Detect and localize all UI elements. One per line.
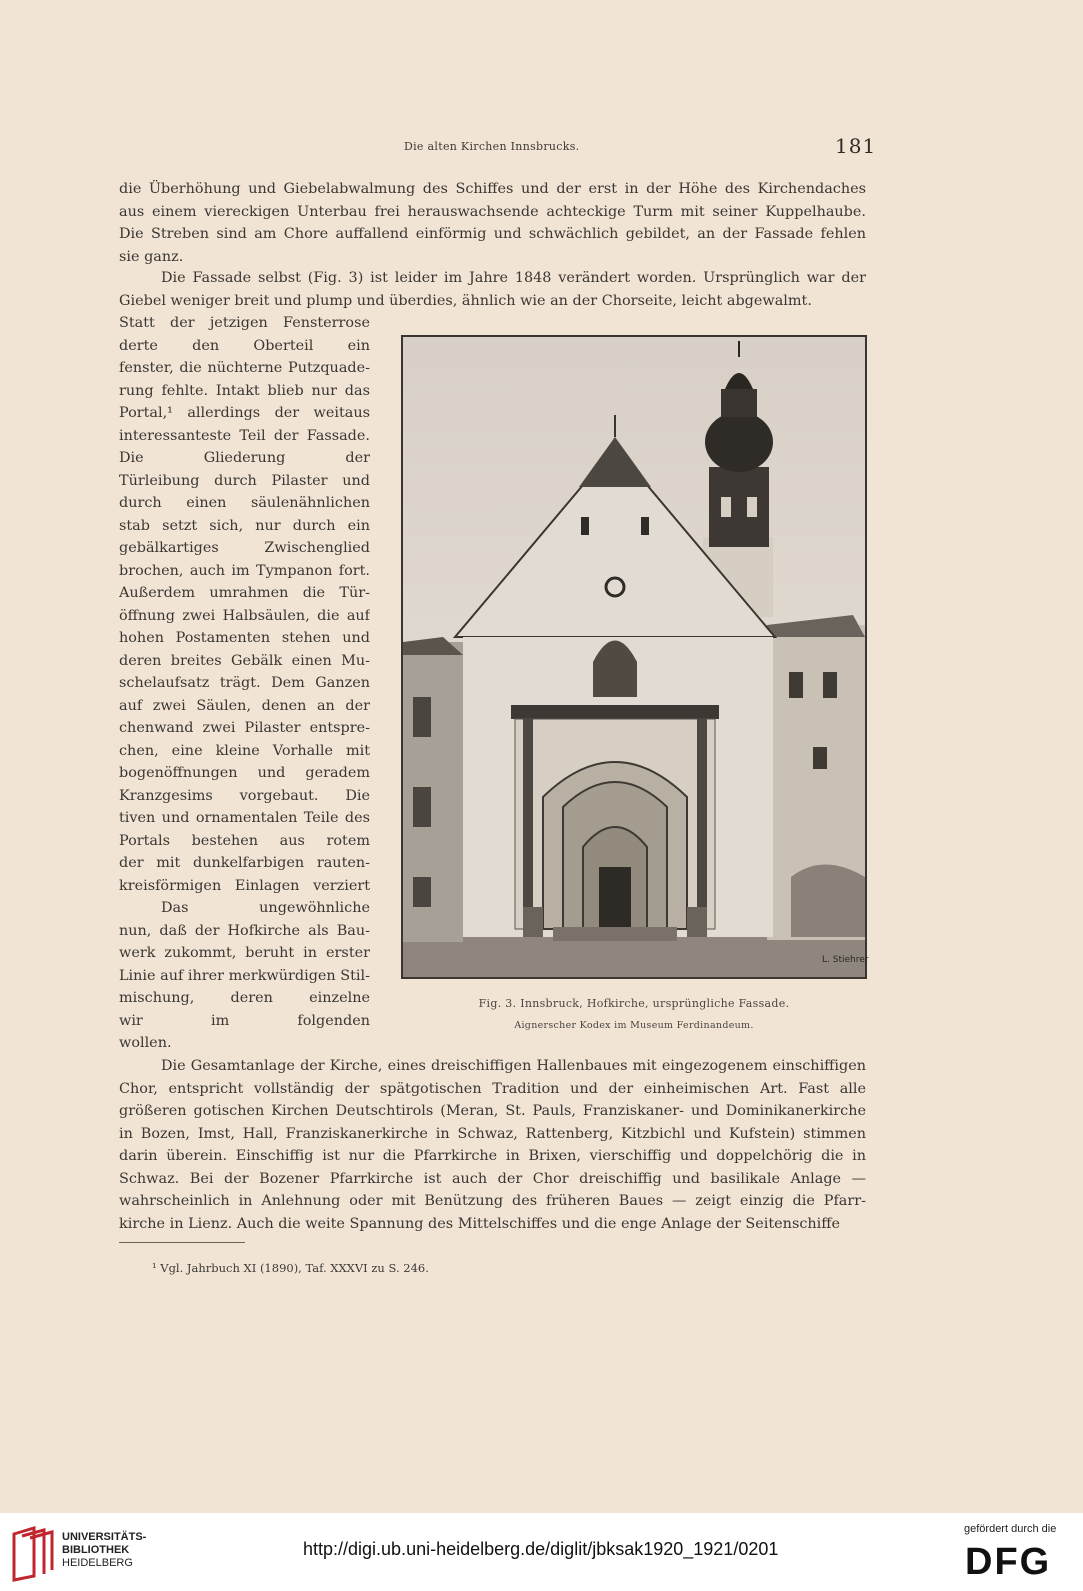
text-line: Die Fassade selbst (Fig. 3) ist leider im Jahre 1848 verändert worden. Ursprünglich war der xyxy=(161,270,866,286)
text-line: brochen, auch im Tympanon fort. xyxy=(119,562,370,579)
text-line: Türleibung durch Pilaster und xyxy=(119,472,370,489)
footnote-rule xyxy=(119,1242,245,1243)
library-name xyxy=(62,1531,146,1570)
text-line: Giebel weniger breit und plump und überdies, ähnlich wie an der Chorseite, leicht abgewalmt. xyxy=(119,292,812,309)
text-line: Außerdem umrahmen die Tür- xyxy=(119,585,370,601)
text-line: darin überein. Einschiffig ist nur die Pfarrkirche in Brixen, vierschiffig und doppelchörig die in xyxy=(119,1148,866,1164)
text-line: stab setzt sich, nur durch ein xyxy=(119,517,370,534)
text-line: kirche in Lienz. Auch die weite Spannung des Mittelschiffes und die enge Anlage der Seitenschiffe xyxy=(119,1215,840,1232)
text-line: in Bozen, Imst, Hall, Franziskanerkirche in Schwaz, Rattenberg, Kitzbichl und Kufstein) stimmen xyxy=(119,1125,866,1142)
dfg-logo: DFG xyxy=(965,1541,1052,1583)
text-line: der mit dunkelfarbigen rauten- xyxy=(119,855,370,871)
church-facade-drawing xyxy=(403,337,865,977)
text-line: Statt der jetzigen Fensterrose xyxy=(119,315,370,331)
text-line: wir im folgenden xyxy=(119,1012,370,1029)
library-line-3: HEIDELBERG xyxy=(62,1557,133,1569)
text-line: Die Streben sind am Chore auffallend einförmig und schwächlich gebildet, an der Fassade fehlen xyxy=(119,226,866,242)
text-line: die Überhöhung und Giebelabwalmung des Schiffes und der erst in der Höhe des Kirchendaches xyxy=(119,181,866,197)
figure-illustration xyxy=(401,335,867,979)
footnote: ¹ Vgl. Jahrbuch XI (1890), Taf. XXXVI zu S. 246. xyxy=(152,1261,429,1275)
text-line: Linie auf ihrer merkwürdigen Stil- xyxy=(119,967,370,984)
text-line: Portal,¹ allerdings der weitaus xyxy=(119,405,370,421)
text-line: durch einen säulenähnlichen xyxy=(119,495,370,511)
library-line-2: BIBLIOTHEK xyxy=(62,1544,130,1556)
text-line: chen, eine kleine Vorhalle mit xyxy=(119,742,370,759)
text-line: öffnung zwei Halbsäulen, die auf xyxy=(119,607,370,624)
library-logo-icon xyxy=(10,1524,56,1582)
text-line: hohen Postamenten stehen und xyxy=(119,630,370,646)
text-line: Die Gesamtanlage der Kirche, eines dreischiffigen Hallenbaues mit eingezogenem einschiffigen xyxy=(161,1058,866,1074)
text-line: chenwand zwei Pilaster entspre- xyxy=(119,720,370,736)
paragraph-2 xyxy=(119,267,866,312)
text-line: Kranzgesims vorgebaut. Die xyxy=(119,787,370,804)
text-line: Chor, entspricht vollständig der spätgotischen Tradition und der einheimischen Art. Fast alle xyxy=(119,1080,866,1097)
text-line: schelaufsatz trägt. Dem Ganzen xyxy=(119,675,370,691)
text-line: bogenöffnungen und geradem xyxy=(119,765,370,781)
text-line: fenster, die nüchterne Putzquade- xyxy=(119,360,370,376)
artist-signature: L. Stiehrer xyxy=(822,955,869,965)
text-line: interessanteste Teil der Fassade. xyxy=(119,427,370,444)
figure-source: Aignerscher Kodex im Museum Ferdinandeum. xyxy=(514,1020,754,1031)
text-line: derte den Oberteil ein xyxy=(119,337,370,354)
paragraph-4-narrow xyxy=(119,897,370,1055)
text-line: aus einem viereckigen Unterbau frei herauswachsende achteckige Turm mit seiner Kuppelhaube. xyxy=(119,203,866,220)
figure-caption: Fig. 3. Innsbruck, Hofkirche, ursprüngliche Fassade. xyxy=(478,997,790,1010)
text-line: kreisförmigen Einlagen verziert xyxy=(119,877,370,894)
text-line: mischung, deren einzelne xyxy=(119,990,370,1006)
text-line: deren breites Gebälk einen Mu- xyxy=(119,652,370,669)
text-line: Die Gliederung der xyxy=(119,450,370,466)
text-line: wollen. xyxy=(119,1035,172,1051)
text-line: sie ganz. xyxy=(119,248,184,265)
text-line: wahrscheinlich in Anlehnung oder mit Benützung des früheren Baues — zeigt einzig die Pfarr- xyxy=(119,1193,866,1209)
library-line-1: UNIVERSITÄTS- xyxy=(62,1531,147,1543)
running-title: Die alten Kirchen Innsbrucks. xyxy=(404,140,580,153)
text-line: tiven und ornamentalen Teile des xyxy=(119,810,370,826)
text-line: rung fehlte. Intakt blieb nur das xyxy=(119,382,370,399)
text-line: Portals bestehen aus rotem xyxy=(119,832,370,849)
paragraph-1 xyxy=(119,178,866,268)
text-line: auf zwei Säulen, denen an der xyxy=(119,697,370,714)
text-line: werk zukommt, beruht in erster xyxy=(119,945,370,961)
paragraph-3-narrow xyxy=(119,312,370,897)
text-line: Das ungewöhnliche xyxy=(161,900,370,916)
text-line: gebälkartiges Zwischenglied xyxy=(119,540,370,556)
paragraph-5 xyxy=(119,1055,866,1235)
funded-by-label: gefördert durch die xyxy=(964,1523,1057,1535)
text-line: nun, daß der Hofkirche als Bau- xyxy=(119,922,370,939)
text-line: Schwaz. Bei der Bozener Pfarrkirche ist auch der Chor dreischiffig und basilikale Anlage — xyxy=(119,1170,866,1187)
text-line: größeren gotischen Kirchen Deutschtirols (Meran, St. Pauls, Franziskaner- und Dominikanerkirche xyxy=(119,1103,866,1119)
source-url[interactable]: http://digi.ub.uni-heidelberg.de/diglit/jbksak1920_1921/0201 xyxy=(303,1539,779,1559)
page-number: 181 xyxy=(835,134,877,158)
